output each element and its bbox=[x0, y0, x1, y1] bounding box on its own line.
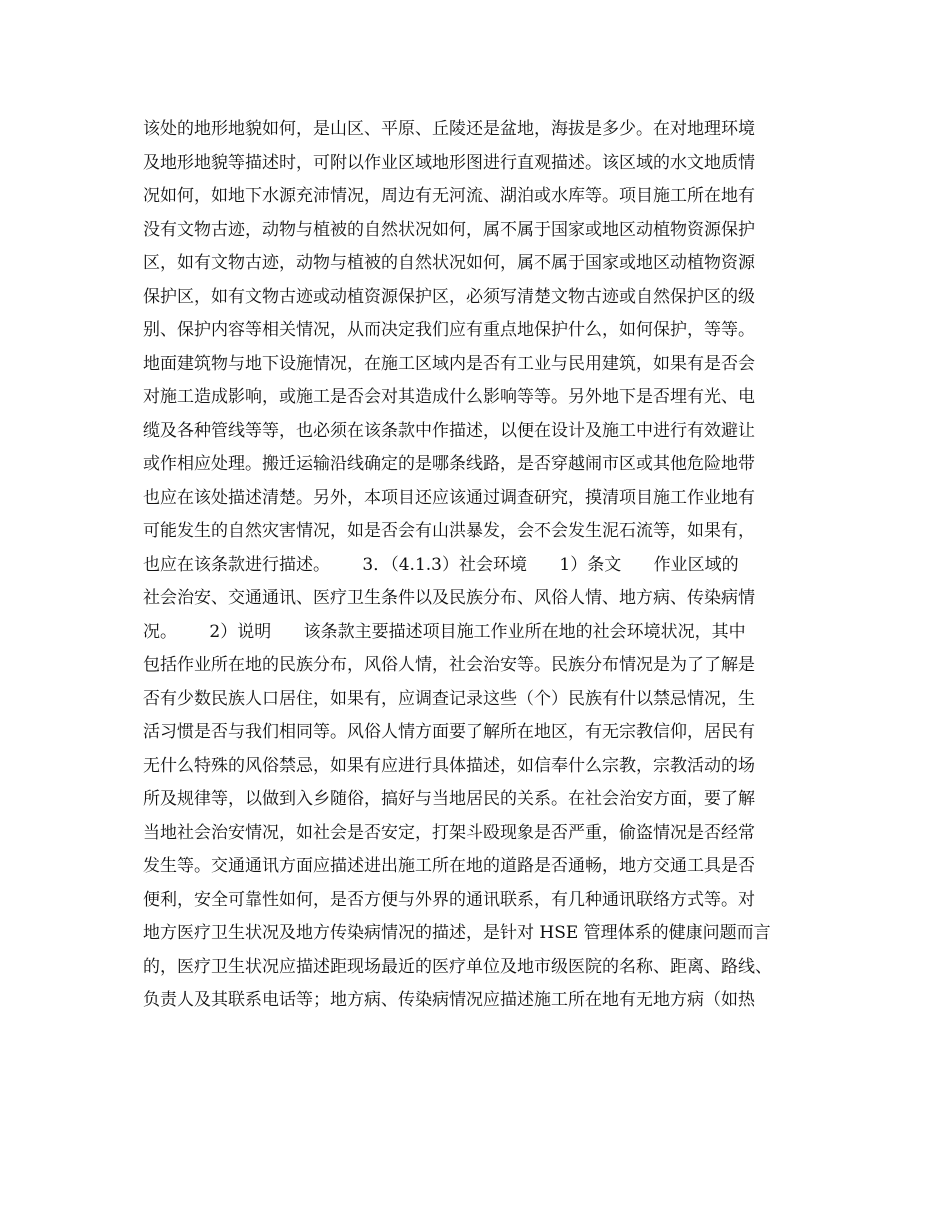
text-line: 地方医疗卫生状况及地方传染病情况的描述，是针对 HSE 管理体系的健康问题而言 bbox=[143, 923, 771, 943]
text-line: 况。 2）说明 该条款主要描述项目施工作业所在地的社会环境状况，其中 bbox=[143, 621, 746, 642]
text-line: 区，如有文物古迹，动物与植被的自然状况如何，属不属于国家或地区动植物资源 bbox=[143, 253, 755, 273]
text-line: 该处的地形地貌如何，是山区、平原、丘陵还是盆地，海拔是多少。在对地理环境 bbox=[143, 119, 755, 139]
text-line: 负责人及其联系电话等；地方病、传染病情况应描述施工所在地有无地方病（如热 bbox=[143, 990, 755, 1010]
text-line: 缆及各种管线等等，也必须在该条款中作描述，以便在设计及施工中进行有效避让 bbox=[143, 420, 755, 441]
text-line: 及地形地貌等描述时，可附以作业区域地形图进行直观描述。该区域的水文地质情 bbox=[143, 152, 755, 173]
text-line: 否有少数民族人口居住，如果有，应调查记录这些（个）民族有什以禁忌情况，生 bbox=[143, 688, 755, 709]
text-line: 社会治安、交通通讯、医疗卫生条件以及民族分布、风俗人情、地方病、传染病情 bbox=[143, 588, 755, 608]
text-line: 对施工造成影响，或施工是否会对其造成什么影响等等。另外地下是否埋有光、电 bbox=[143, 387, 755, 407]
text-line: 或作相应处理。搬迁运输沿线确定的是哪条线路，是否穿越闹市区或其他危险地带 bbox=[143, 454, 755, 474]
text-line: 别、保护内容等相关情况，从而决定我们应有重点地保护什么，如何保护，等等。 bbox=[143, 320, 755, 340]
text-line: 也应在该处描述清楚。另外，本项目还应该通过调查研究，摸清项目施工作业地有 bbox=[143, 487, 755, 508]
text-line: 的，医疗卫生状况应描述距现场最近的医疗单位及地市级医院的名称、距离、路线、 bbox=[143, 956, 772, 977]
text-line: 活习惯是否与我们相同等。风俗人情方面要了解所在地区，有无宗教信仰，居民有 bbox=[143, 722, 755, 742]
body-text bbox=[143, 113, 833, 1018]
text-line: 没有文物古迹，动物与植被的自然状况如何，属不属于国家或地区动植物资源保护 bbox=[143, 219, 755, 240]
text-line: 包括作业所在地的民族分布，风俗人情，社会治安等。民族分布情况是为了了解是 bbox=[143, 655, 755, 675]
text-line: 地面建筑物与地下设施情况，在施工区域内是否有工业与民用建筑，如果有是否会 bbox=[143, 353, 755, 374]
text-line: 无什么特殊的风俗禁忌，如果有应进行具体描述，如信奉什么宗教，宗教活动的场 bbox=[143, 755, 755, 776]
text-line: 保护区，如有文物古迹或动植资源保护区，必须写清楚文物古迹或自然保护区的级 bbox=[143, 286, 755, 307]
text-line: 便利，安全可靠性如何，是否方便与外界的通讯联系，有几种通讯联络方式等。对 bbox=[143, 889, 755, 910]
text-line: 可能发生的自然灾害情况，如是否会有山洪暴发，会不会发生泥石流等，如果有， bbox=[143, 521, 755, 541]
text-line: 所及规律等，以做到入乡随俗，搞好与当地居民的关系。在社会治安方面，要了解 bbox=[143, 789, 755, 809]
text-line: 发生等。交通通讯方面应描述进出施工所在地的道路是否通畅，地方交通工具是否 bbox=[143, 856, 755, 876]
text-line: 也应在该条款进行描述。 3．（4.1.3）社会环境 1）条文 作业区域的 bbox=[143, 554, 739, 575]
text-line: 当地社会治安情况，如社会是否安定，打架斗殴现象是否严重，偷盗情况是否经常 bbox=[143, 822, 755, 843]
text-line: 况如何，如地下水源充沛情况，周边有无河流、湖泊或水库等。项目施工所在地有 bbox=[143, 186, 755, 206]
